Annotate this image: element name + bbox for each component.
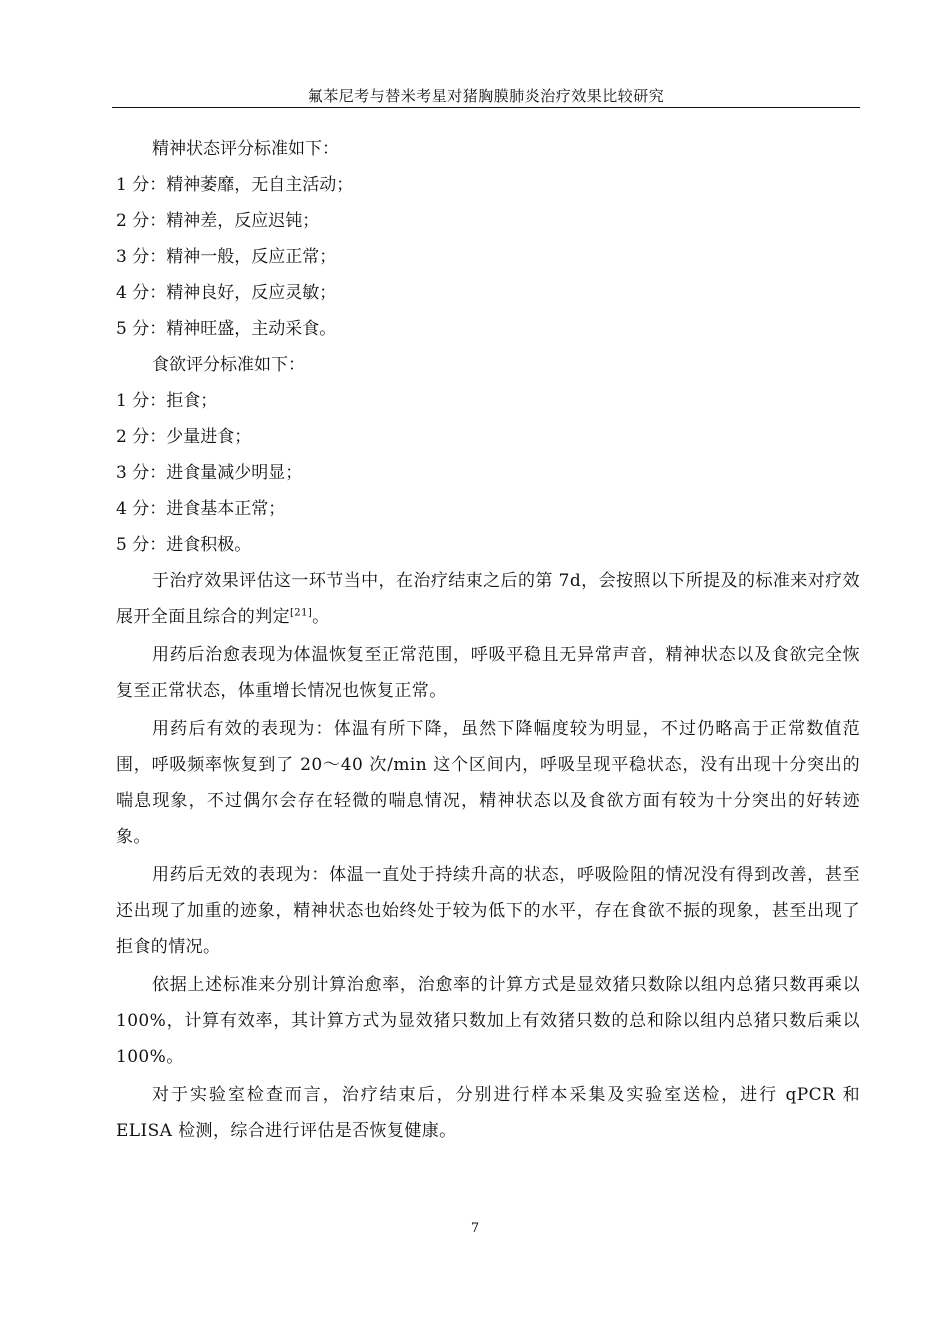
appetite-scoring-heading: 食欲评分标准如下： <box>152 355 305 375</box>
spirit-score-4: 4 分：精神良好，反应灵敏； <box>116 283 337 303</box>
header-rule <box>112 107 860 108</box>
evaluation-text: 于治疗效果评估这一环节当中，在治疗结束之后的第 7d，会按照以下所提及的标准来对疗效展开全面且综合的判定 <box>116 571 860 627</box>
cured-criteria-paragraph: 用药后治愈表现为体温恢复至正常范围，呼吸平稳且无异常声音，精神状态以及食欲完全恢复至正常状态，体重增长情况也恢复正常。 <box>116 645 860 701</box>
page-body <box>116 131 860 1149</box>
evaluation-paragraph <box>116 563 860 635</box>
page-number: 7 <box>470 1221 480 1236</box>
evaluation-end: 。 <box>312 607 330 627</box>
effective-criteria-paragraph: 用药后有效的表现为：体温有所下降，虽然下降幅度较为明显，不过仍略高于正常数值范围，呼吸频率恢复到了 20～40 次/min 这个区间内，呼吸呈现平稳状态，没有出现十分突出的喘息现象，不过偶尔会存在轻微的喘息情况，精神状态以及食欲方面有较为十分突出的好转迹象。 <box>116 719 860 847</box>
appetite-score-5: 5 分：进食积极。 <box>116 535 252 555</box>
appetite-score-1: 1 分：拒食； <box>116 391 218 411</box>
lab-examination-paragraph: 对于实验室检查而言，治疗结束后，分别进行样本采集及实验室送检，进行 qPCR 和 ELISA 检测，综合进行评估是否恢复健康。 <box>116 1085 860 1141</box>
running-header: 氟苯尼考与替米考星对猪胸膜肺炎治疗效果比较研究 <box>307 87 665 105</box>
appetite-score-4: 4 分：进食基本正常； <box>116 499 286 519</box>
appetite-score-2: 2 分：少量进食； <box>116 427 252 447</box>
spirit-score-2: 2 分：精神差，反应迟钝； <box>116 211 320 231</box>
spirit-score-1: 1 分：精神萎靡，无自主活动； <box>116 175 354 195</box>
rate-calculation-paragraph: 依据上述标准来分别计算治愈率，治愈率的计算方式是显效猪只数除以组内总猪只数再乘以 100%，计算有效率，其计算方式为显效猪只数加上有效猪只数的总和除以组内总猪只数后乘以 100%。 <box>116 975 860 1067</box>
spirit-scoring-heading: 精神状态评分标准如下： <box>152 139 339 159</box>
spirit-score-5: 5 分：精神旺盛，主动采食。 <box>116 319 337 339</box>
citation-21: [21] <box>290 607 313 619</box>
spirit-score-3: 3 分：精神一般，反应正常； <box>116 247 337 267</box>
appetite-score-3: 3 分：进食量减少明显； <box>116 463 303 483</box>
ineffective-criteria-paragraph: 用药后无效的表现为：体温一直处于持续升高的状态，呼吸险阻的情况没有得到改善，甚至还出现了加重的迹象，精神状态也始终处于较为低下的水平，存在食欲不振的现象，甚至出现了拒食的情况。 <box>116 865 860 957</box>
